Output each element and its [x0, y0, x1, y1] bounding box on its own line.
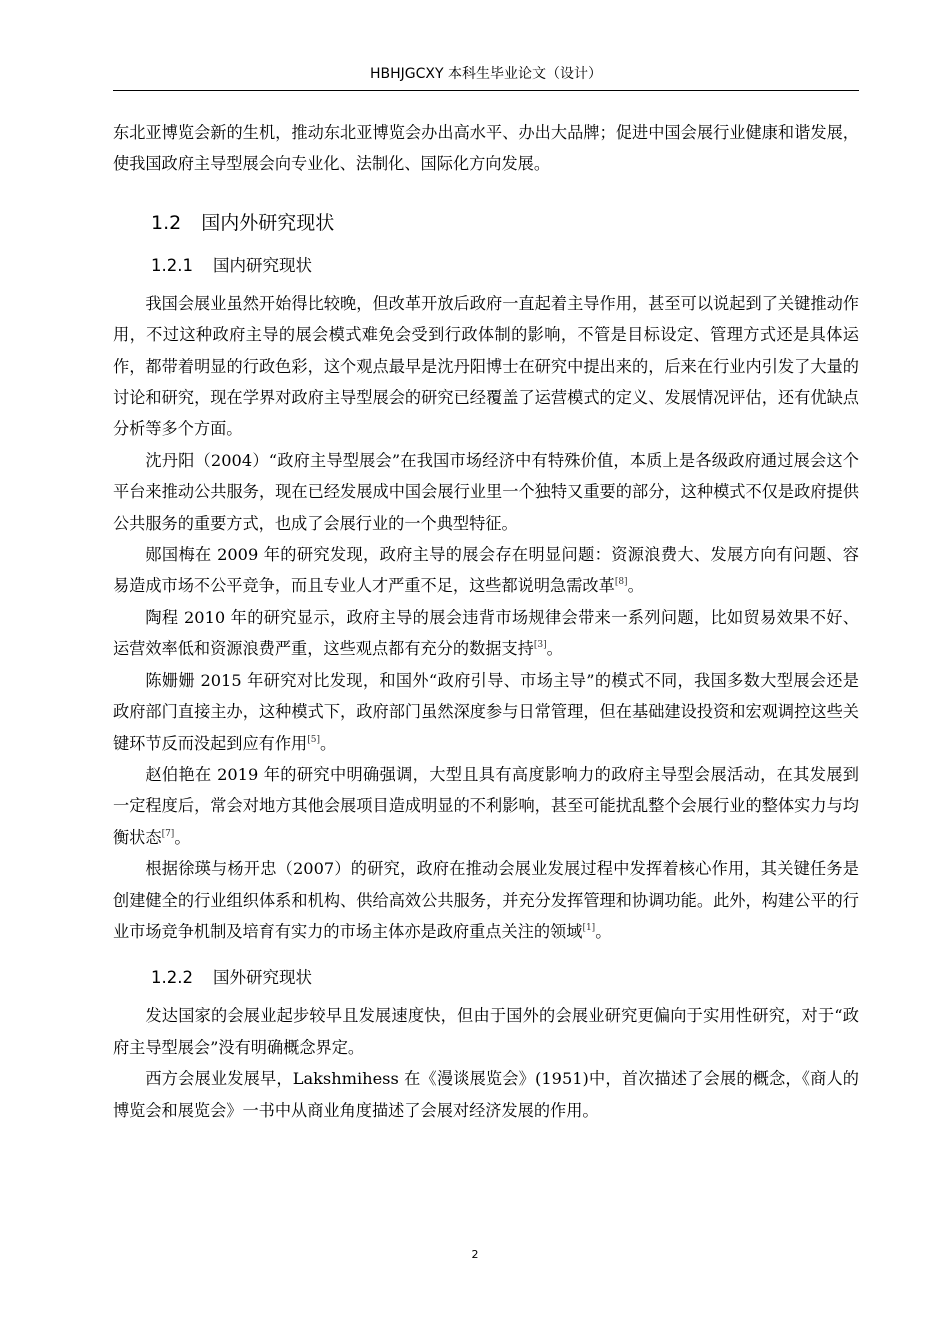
subsection-title: 国外研究现状: [212, 968, 312, 988]
paragraph-text: 陈姗姗 2015 年研究对比发现，和国外“政府引导、市场主导”的模式不同，我国多数大型展会还是政府部门直接主办，这种模式下，政府部门虽然深度参与日常管理，但在基础建设投资和宏观调控这些关键环节反而没起到应有作用: [113, 670, 859, 753]
page-number: 2: [471, 1248, 479, 1261]
subsection-heading-1-2-1: [113, 253, 859, 288]
page-header: HBHJGCXY 本科生毕业论文（设计）: [369, 66, 602, 82]
citation-ref: [5]: [307, 734, 320, 745]
paragraph-text: 赵伯艳在 2019 年的研究中明确强调，大型且具有高度影响力的政府主导型会展活动，在其发展到一定程度后，常会对地方其他会展项目造成明显的不利影响，甚至可能扰乱整个会展行业的整体实力与均衡状态: [113, 764, 859, 847]
citation-ref: [3]: [533, 640, 547, 651]
paragraph-end: 。: [595, 921, 612, 941]
domestic-paragraph-3: [113, 539, 859, 602]
intro-paragraph: 东北亚博览会新的生机，推动东北亚博览会办出高水平、办出大品牌；促进中国会展行业健康和谐发展，使我国政府主导型展会向专业化、法制化、国际化方向发展。: [113, 123, 859, 174]
paragraph-end: 。: [546, 639, 563, 659]
paragraph-end: 。: [320, 733, 337, 753]
foreign-paragraph-2: 西方会展业发展早，Lakshmihess 在《漫谈展览会》(1951)中，首次描述了会展的概念，《商人的博览会和展览会》一书中从商业角度描述了会展对经济发展的作用。: [113, 1069, 859, 1120]
paragraph-end: 。: [627, 576, 644, 596]
citation-ref: [7]: [161, 828, 175, 839]
domestic-paragraph-4: [113, 602, 859, 665]
paragraph-text: 根据徐瑛与杨开忠（2007）的研究，政府在推动会展业发展过程中发挥着核心作用，其关键任务是创建健全的行业组织体系和机构、供给高效公共服务，并充分发挥管理和协调功能。此外，构建公平的行业市场竞争机制及培育有实力的市场主体亦是政府重点关注的领域: [113, 859, 859, 941]
paragraph-text: 郧国梅在 2009 年的研究发现，政府主导的展会存在明显问题：资源浪费大、发展方向有问题、容易造成市场不公平竞争，而且专业人才严重不足，这些都说明急需改革: [113, 545, 859, 596]
subsection-number: 1.2.1: [151, 255, 193, 275]
domestic-paragraph-5: [113, 665, 859, 759]
paragraph-text: 陶程 2010 年的研究显示，政府主导的展会违背市场规律会带来一系列问题，比如贸易效果不好、运营效率低和资源浪费严重，这些观点都有充分的数据支持: [113, 607, 859, 659]
header-rule: [113, 90, 859, 91]
page-content: [113, 117, 859, 1126]
paragraph-end: 。: [174, 827, 191, 847]
foreign-paragraph-1: 发达国家的会展业起步较早且发展速度快，但由于国外的会展业研究更偏向于实用性研究，对于“政府主导型展会”没有明确概念界定。: [113, 1006, 859, 1057]
domestic-paragraph-2: 沈丹阳（2004）“政府主导型展会”在我国市场经济中有特殊价值，本质上是各级政府通过展会这个平台来推动公共服务，现在已经发展成中国会展行业里一个独特又重要的部分，这种模式不仅是政府提供公共服务的重要方式，也成了会展行业的一个典型特征。: [113, 450, 859, 533]
section-title: 国内外研究现状: [201, 211, 335, 234]
section-number: 1.2: [151, 211, 182, 234]
domestic-paragraph-6: [113, 759, 859, 853]
domestic-paragraph-1: 我国会展业虽然开始得比较晚，但改革开放后政府一直起着主导作用，甚至可以说起到了关键推动作用，不过这种政府主导的展会模式难免会受到行政体制的影响，不管是目标设定、管理方式还是具体运作，都带着明显的行政色彩，这个观点最早是沈丹阳博士在研究中提出来的，后来在行业内引发了大量的讨论和研究，现在学界对政府主导型展会的研究已经覆盖了运营模式的定义、发展情况评估，还有优缺点分析等多个方面。: [113, 293, 859, 439]
subsection-number: 1.2.2: [151, 968, 193, 988]
domestic-paragraph-7: [113, 853, 859, 947]
citation-ref: [1]: [582, 922, 596, 933]
subsection-heading-1-2-2: [113, 947, 859, 1000]
section-heading-1-2: [113, 180, 859, 253]
citation-ref: [8]: [614, 577, 628, 588]
subsection-title: 国内研究现状: [212, 255, 312, 275]
